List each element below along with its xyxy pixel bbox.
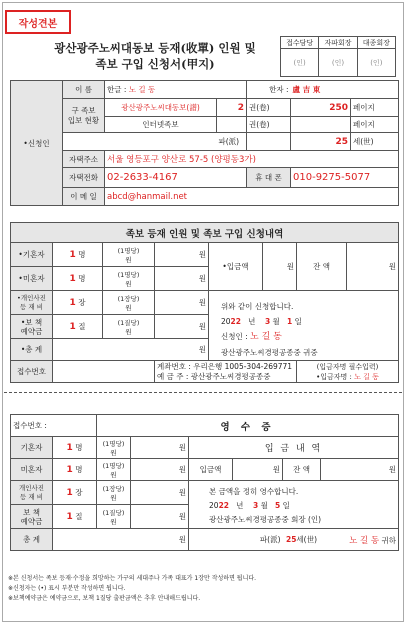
hanja-name: 盧 吉 東 bbox=[291, 81, 399, 99]
total-won: 원 bbox=[53, 339, 209, 361]
r-row-photo-label: 개인사진 등 재 비 bbox=[11, 481, 53, 505]
hangul-label: 한글 : bbox=[107, 85, 127, 94]
generation-number: 25 bbox=[291, 133, 351, 151]
r-row-single-unit: 명 bbox=[75, 465, 83, 474]
receipt-signer: 광산광주노씨경평공종중 회장 bbox=[209, 515, 306, 524]
sig-mark-chair: (인) bbox=[357, 49, 395, 77]
row-photo-won: 원 bbox=[125, 303, 132, 312]
receipt-year: 22 bbox=[218, 501, 229, 510]
row-photo-qty: 1 bbox=[69, 298, 76, 308]
applicant-section-label: •신청인 bbox=[11, 81, 63, 206]
mobile-value: 010-9275-5077 bbox=[291, 168, 399, 188]
r-deposit-won: 원 bbox=[233, 459, 283, 481]
r-deposit-label: 입금액 bbox=[189, 459, 233, 481]
upper-year: 22 bbox=[230, 317, 241, 326]
r-total-label: 총 계 bbox=[11, 529, 53, 551]
receipt-no-label: 접수번호 bbox=[11, 361, 53, 383]
sig-mark-staff: (인) bbox=[281, 49, 319, 77]
receipt-day-unit: 일 bbox=[282, 501, 290, 510]
hanja-label: 한자 : bbox=[247, 81, 291, 99]
row-reserve-unit: 질 bbox=[78, 322, 86, 331]
form-title-line1: 광산광주노씨대동보 등재(收單) 인원 및 bbox=[54, 41, 256, 55]
r-row-married-won: 원 bbox=[110, 448, 117, 457]
receipt-day: 5 bbox=[274, 501, 281, 510]
receipt-month: 3 bbox=[252, 501, 259, 510]
name-label: 이 름 bbox=[63, 81, 105, 99]
signature-table bbox=[280, 36, 396, 77]
receipt-year-unit: 년 bbox=[236, 501, 244, 510]
row-single-unit: 명 bbox=[78, 274, 86, 283]
page-unit-2: 페이지 bbox=[351, 117, 399, 133]
row-reserve-per: (1질당) bbox=[117, 318, 140, 327]
r-row-reserve-total: 원 bbox=[131, 505, 189, 529]
r-row-married-label: 기혼자 bbox=[11, 437, 53, 459]
upper-applicant-label: 신청인 : bbox=[221, 332, 248, 341]
old-book-page: 250 bbox=[291, 99, 351, 117]
row-reserve-qty: 1 bbox=[69, 322, 76, 332]
receipt-table bbox=[10, 414, 399, 551]
row-photo-unit: 장 bbox=[78, 298, 86, 307]
address-value: 서울 영등포구 양산로 57-5 (양평동3가) bbox=[105, 151, 399, 168]
r-name-suffix: 귀하 bbox=[381, 535, 397, 545]
r-row-single-qty: 1 bbox=[66, 465, 73, 475]
note-3: ※보책예약금은 예약금으로, 보책 1질당 출판금액은 추후 안내해드립니다. bbox=[8, 595, 201, 602]
upper-year-unit: 년 bbox=[248, 317, 256, 326]
phone-label: 자택전화 bbox=[63, 168, 105, 188]
volume-unit: 권(卷) bbox=[247, 99, 291, 117]
volume-unit-2: 권(卷) bbox=[247, 117, 291, 133]
r-row-single-won: 원 bbox=[110, 470, 117, 479]
r-generation: 25 bbox=[285, 535, 297, 544]
sig-mark-branch: (인) bbox=[319, 49, 357, 77]
r-row-reserve-unit: 질 bbox=[75, 512, 83, 521]
balance-label: 잔 액 bbox=[297, 243, 347, 291]
note-1: ※본 신청서는 족보 등재·수정을 희망하는 가구의 세대주나 가족 대표가 1장만 작성하면 됩니다. bbox=[8, 575, 257, 582]
internet-book-name: 인터넷족보 bbox=[105, 117, 217, 133]
application-table bbox=[10, 222, 399, 383]
r-row-single-per: (1명당) bbox=[102, 461, 125, 470]
row-photo-label: •개인사진 등 재 비 bbox=[11, 291, 53, 315]
account-line1: 계좌번호 : 우리은행 1005-304-269771 bbox=[157, 361, 293, 371]
hangul-name: 노 길 동 bbox=[128, 85, 156, 94]
row-single-total: 원 bbox=[155, 267, 209, 291]
generation-unit: 세(世) bbox=[351, 133, 399, 151]
pa-label: 파(派) bbox=[217, 133, 247, 151]
old-book-volume: 2 bbox=[217, 99, 247, 117]
upper-day: 1 bbox=[286, 317, 293, 326]
receipt-confirm-text: 본 금액을 정히 영수합니다. bbox=[209, 487, 299, 496]
receipt-date-prefix: 20 bbox=[209, 501, 219, 510]
r-balance-won: 원 bbox=[321, 459, 399, 481]
note-2: ※신청자는 (•) 표시 부분만 작성하면 됩니다. bbox=[8, 585, 126, 592]
record-label-1: 구 족보 bbox=[71, 105, 96, 115]
r-row-photo-total: 원 bbox=[131, 481, 189, 505]
r-row-photo-unit: 장 bbox=[75, 488, 83, 497]
phone-value: 02-2633-4167 bbox=[105, 168, 247, 188]
row-single-won: 원 bbox=[125, 279, 132, 288]
upper-confirm-text: 위와 같이 신청합니다. bbox=[221, 302, 294, 311]
deposit-won: 원 bbox=[263, 243, 297, 291]
row-married-unit: 명 bbox=[78, 250, 86, 259]
r-row-reserve-label: 보 책 예약금 bbox=[11, 505, 53, 529]
r-row-married-qty: 1 bbox=[66, 443, 73, 453]
balance-won: 원 bbox=[347, 243, 399, 291]
total-label: •총 계 bbox=[11, 339, 53, 361]
row-married-per: (1명당) bbox=[117, 246, 140, 255]
upper-day-unit: 일 bbox=[294, 317, 302, 326]
form-title-line2: 족보 구입 신청서(甲지) bbox=[95, 57, 215, 71]
sig-header-branch: 자파회장 bbox=[319, 37, 357, 49]
row-reserve-label: •보 책 예약금 bbox=[11, 315, 53, 339]
row-married-label: •기혼자 bbox=[11, 243, 53, 267]
row-married-won: 원 bbox=[125, 255, 132, 264]
row-photo-total: 원 bbox=[155, 291, 209, 315]
receipt-title: 영 수 증 bbox=[97, 415, 399, 437]
mobile-label: 휴 대 폰 bbox=[247, 168, 291, 188]
r-row-photo-won: 원 bbox=[110, 493, 117, 502]
r-row-reserve-qty: 1 bbox=[66, 512, 73, 522]
account-note-name: 노 길 동 bbox=[354, 372, 379, 381]
r-total-won: 원 bbox=[53, 529, 189, 551]
row-single-per: (1명당) bbox=[117, 270, 140, 279]
email-label: 이 메 일 bbox=[63, 188, 105, 206]
upper-recipient: 광산광주노씨경평공종중 귀중 bbox=[221, 348, 318, 357]
deposit-label: •입금액 bbox=[209, 243, 263, 291]
r-balance-label: 잔 액 bbox=[283, 459, 321, 481]
sig-header-chair: 대종회장 bbox=[357, 37, 395, 49]
row-reserve-total: 원 bbox=[155, 315, 209, 339]
row-married-total: 원 bbox=[155, 243, 209, 267]
r-generation-unit: 세(世) bbox=[296, 535, 318, 544]
r-pa-label: 파(派) bbox=[189, 529, 283, 551]
receipt-no-label-2: 접수번호 : bbox=[11, 415, 97, 437]
old-book-name: 광산광주노씨대동보(譜) bbox=[105, 99, 217, 117]
upper-applicant-name: 노 길 동 bbox=[250, 332, 282, 342]
cut-line bbox=[4, 392, 402, 393]
receipt-seal: (인) bbox=[307, 515, 322, 524]
receipt-month-unit: 월 bbox=[260, 501, 268, 510]
row-married-qty: 1 bbox=[69, 250, 76, 260]
upper-month: 3 bbox=[264, 317, 271, 326]
account-note-label: •입금자명 : bbox=[316, 372, 352, 381]
row-single-qty: 1 bbox=[69, 274, 76, 284]
upper-date-prefix: 20 bbox=[221, 317, 231, 326]
row-single-label: •미혼자 bbox=[11, 267, 53, 291]
page-unit: 페이지 bbox=[351, 99, 399, 117]
r-row-married-total: 원 bbox=[131, 437, 189, 459]
upper-month-unit: 월 bbox=[272, 317, 280, 326]
r-row-reserve-won: 원 bbox=[110, 517, 117, 526]
address-label: 자택주소 bbox=[63, 151, 105, 168]
r-name: 노 길 동 bbox=[349, 535, 380, 546]
r-row-single-total: 원 bbox=[131, 459, 189, 481]
account-note1: (입금자명 필수입력) bbox=[316, 362, 379, 371]
sig-header-staff: 접수담당 bbox=[281, 37, 319, 49]
email-value: abcd@hanmail.net bbox=[105, 188, 399, 206]
deposit-details-header: 입 금 내 역 bbox=[189, 437, 399, 459]
r-row-single-label: 미혼자 bbox=[11, 459, 53, 481]
row-photo-per: (1장당) bbox=[117, 294, 140, 303]
r-row-photo-qty: 1 bbox=[66, 488, 73, 498]
applicant-table bbox=[10, 80, 399, 206]
r-row-reserve-per: (1질당) bbox=[102, 508, 125, 517]
r-row-married-unit: 명 bbox=[75, 443, 83, 452]
footer-notes bbox=[8, 574, 256, 604]
row-reserve-won: 원 bbox=[125, 327, 132, 336]
record-label-2: 입보 현황 bbox=[67, 115, 100, 125]
account-line2: 예 금 주 : 광산광주노씨경평공종중 bbox=[157, 371, 271, 381]
section-title: 족보 등재 인원 및 족보 구입 신청내역 bbox=[11, 223, 399, 243]
sample-badge: 작성견본 bbox=[5, 10, 71, 34]
r-row-photo-per: (1장당) bbox=[102, 484, 125, 493]
r-row-married-per: (1명당) bbox=[102, 439, 125, 448]
